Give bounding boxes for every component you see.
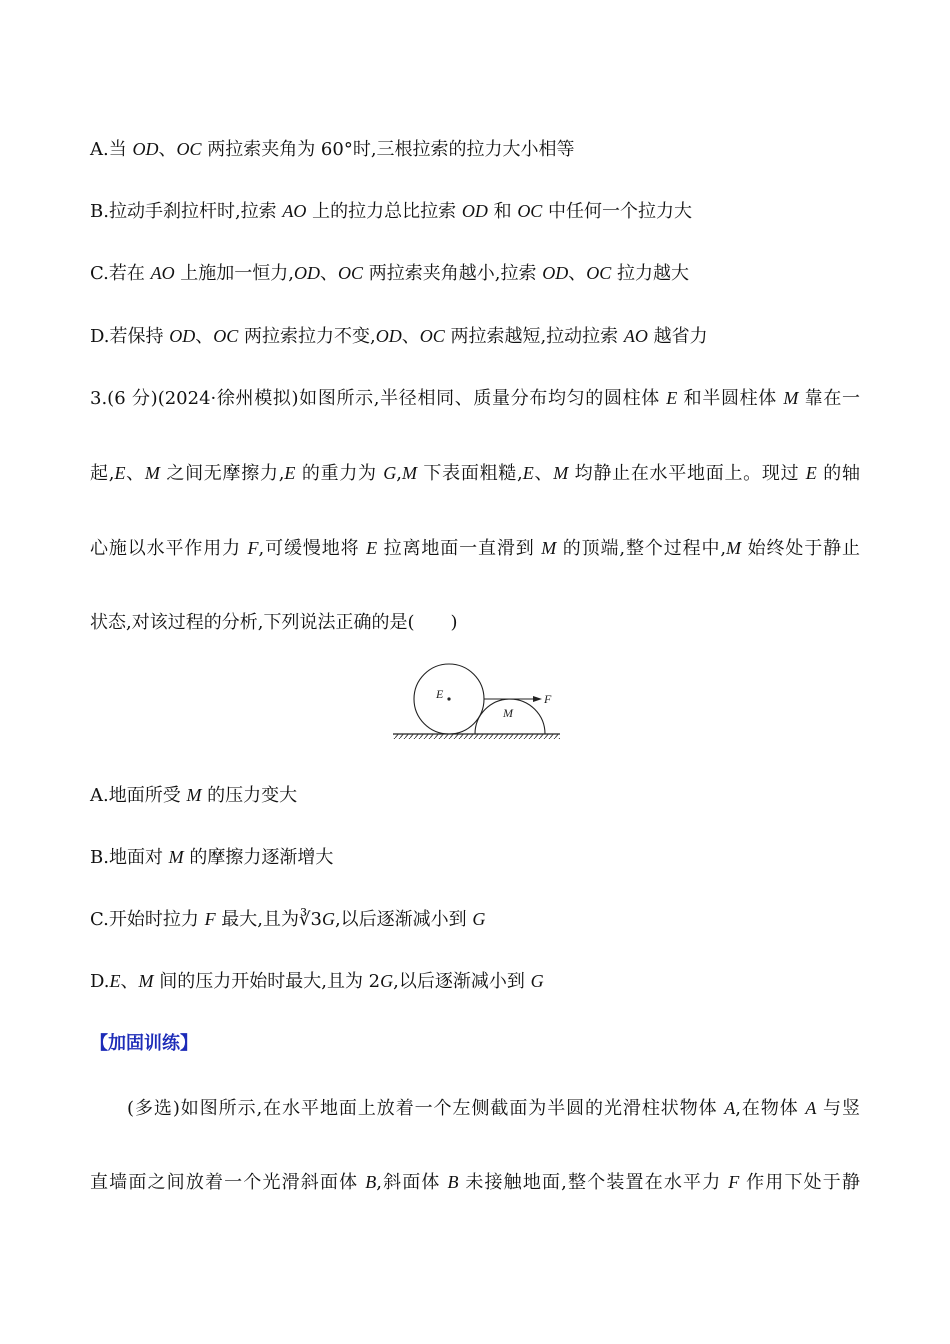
label-m: M bbox=[503, 706, 513, 720]
q3-option-a: A.地面所受 M 的压力变大 bbox=[90, 785, 298, 806]
q3-option-c: C.开始时拉力 F 最大,且为∛3G,以后逐渐减小到 G bbox=[90, 909, 486, 930]
ground-hatching bbox=[393, 734, 560, 739]
cylinder-e-axis-dot bbox=[447, 697, 450, 700]
q2-option-a: A.当 OD、OC 两拉索夹角为 60°时,三根拉索的拉力大小相等 bbox=[90, 139, 575, 160]
q2-option-b: B.拉动手刹拉杆时,拉索 AO 上的拉力总比拉索 OD 和 OC 中任何一个拉力大 bbox=[90, 201, 693, 222]
cube-root-3: ∛3 bbox=[299, 909, 322, 930]
q3-stem-line-1: 3.(6 分)(2024·徐州模拟)如图所示,半径相同、质量分布均匀的圆柱体 E 和半圆柱体 M 靠在一 bbox=[90, 388, 860, 409]
reinforce-line-2: 直墙面之间放着一个光滑斜面体 B,斜面体 B 未接触地面,整个装置在水平力 F 作用下处于静 bbox=[90, 1172, 860, 1193]
q3-option-d: D.E、M 间的压力开始时最大,且为 2G,以后逐渐减小到 G bbox=[90, 971, 544, 992]
label-f: F bbox=[544, 692, 552, 706]
q3-stem-line-3: 心施以水平作用力 F,可缓慢地将 E 拉离地面一直滑到 M 的顶端,整个过程中,M 始终处于静止 bbox=[90, 538, 860, 559]
q2-option-c: C.若在 AO 上施加一恒力,OD、OC 两拉索夹角越小,拉索 OD、OC 拉力越大 bbox=[90, 263, 689, 284]
q3-stem-line-4: 状态,对该过程的分析,下列说法正确的是( ) bbox=[90, 612, 458, 633]
q3-figure bbox=[390, 660, 562, 742]
q3-stem-line-2: 起,E、M 之间无摩擦力,E 的重力为 G,M 下表面粗糙,E、M 均静止在水平地面上。现过 E 的轴 bbox=[90, 463, 860, 484]
q2-option-d: D.若保持 OD、OC 两拉索拉力不变,OD、OC 两拉索越短,拉动拉索 AO 越省力 bbox=[90, 326, 708, 347]
reinforce-line-1: (多选)如图所示,在水平地面上放着一个左侧截面为半圆的光滑柱状物体 A,在物体 A 与竖 bbox=[127, 1098, 860, 1119]
force-f-arrowhead bbox=[533, 696, 542, 702]
reinforce-heading: 【加固训练】 bbox=[90, 1033, 198, 1054]
label-e: E bbox=[436, 687, 444, 701]
q3-option-b: B.地面对 M 的摩擦力逐渐增大 bbox=[90, 847, 334, 868]
